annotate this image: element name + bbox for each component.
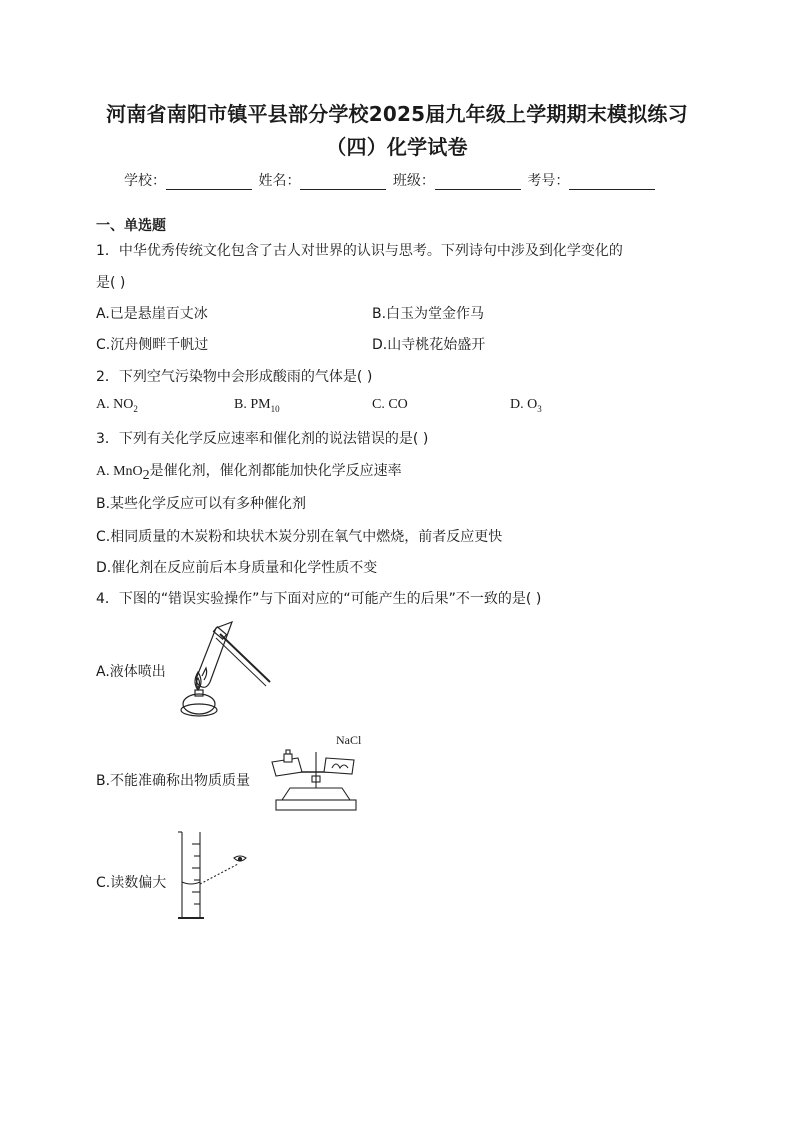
section-heading: 一、单选题 [96,218,166,234]
question-1-stem-cont: 是( ) [96,275,126,291]
class-blank [435,175,521,190]
question-1-option-b: B.白玉为堂金作马 [372,306,485,322]
question-3-option-d: D.催化剂在反应前后本身质量和化学性质不变 [96,560,378,576]
page-title: 河南省南阳市镇平县部分学校2025届九年级上学期期末模拟练习（四）化学试卷 [106,102,688,159]
question-3-stem: 3．下列有关化学反应速率和催化剂的说法错误的是( ) [96,431,429,447]
question-1-stem: 1．中华优秀传统文化包含了古人对世界的认识与思考。下列诗句中涉及到化学变化的 [96,243,623,259]
question-3-option-c: C.相同质量的木炭粉和块状木炭分别在氧气中燃烧，前者反应更快 [96,529,503,545]
class-label: 班级： [392,173,435,189]
question-2-option-d: D. $O_3$ [510,397,542,414]
question-1-option-c: C.沉舟侧畔千帆过 [96,337,209,353]
graduated-cylinder-figure [172,830,262,925]
question-2-option-b: B. $PM_{10}$ [234,397,280,414]
question-4-option-a: A.液体喷出 [96,664,166,680]
question-2-option-c: C. CO [372,397,408,412]
question-3-option-b: B.某些化学反应可以有多种催化剂 [96,496,307,512]
exam-number-blank [569,175,655,190]
heating-test-tube-figure [172,620,272,720]
school-label: 学校： [124,173,166,189]
question-3-option-a: A. MnO$_2$是催化剂，催化剂都能加快化学反应速率 [96,463,402,483]
exam-number-label: 考号： [527,173,570,189]
question-4-option-b: B.不能准确称出物质质量 [96,773,251,789]
question-4-stem: 4．下图的“错误实验操作”与下面对应的“可能产生的后果”不一致的是( ) [96,591,542,607]
student-info-row [124,170,657,190]
question-1-option-a: A.已是悬崖百丈冰 [96,306,208,322]
name-label: 姓名： [258,173,301,189]
question-2-option-a: A. $NO_2$ [96,397,138,414]
nacl-label: NaCl [336,733,362,747]
balance-scale-figure [262,748,362,818]
question-1-option-d: D.山寺桃花始盛开 [372,337,486,353]
question-2-stem: 2．下列空气污染物中会形成酸雨的气体是( ) [96,369,373,385]
name-blank [300,175,386,190]
question-4-option-c: C.读数偏大 [96,875,167,891]
school-blank [166,175,252,190]
